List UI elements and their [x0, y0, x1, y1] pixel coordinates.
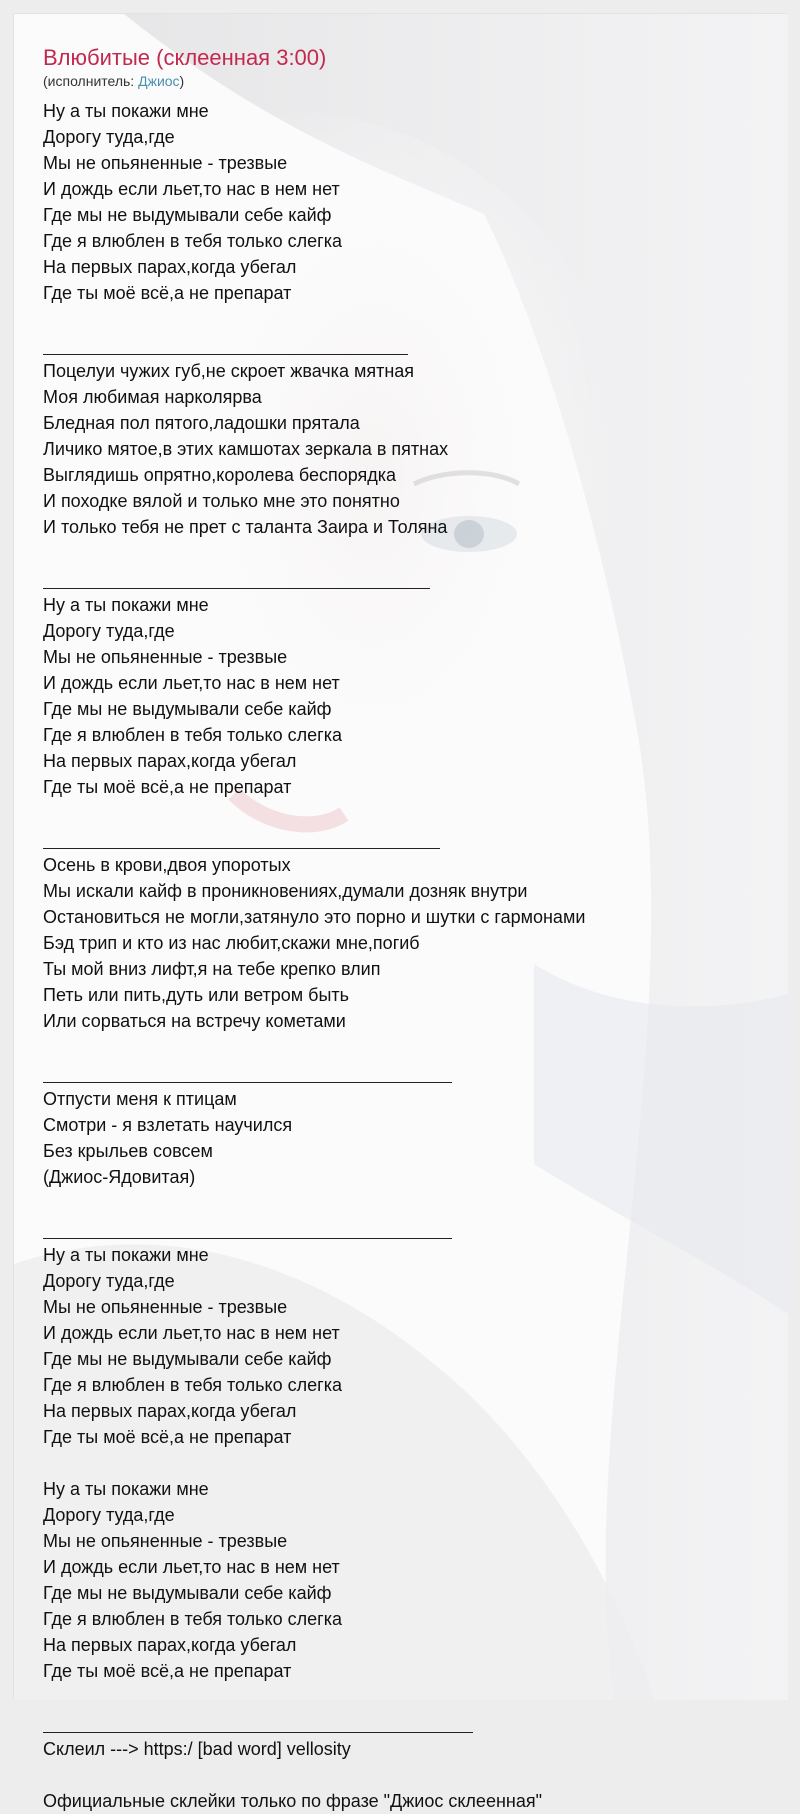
lyric-line: Дорогу туда,где: [43, 621, 175, 641]
lyric-line: Мы не опьяненные - трезвые: [43, 1297, 288, 1317]
blank-line: [43, 1034, 773, 1060]
lyric-line: Смотри - я взлетать научился: [43, 1115, 293, 1135]
performer-line: [43, 72, 773, 90]
lyric-line: И дождь если льет,то нас в нем нет: [43, 673, 340, 693]
lyric-line: Мы не опьяненные - трезвые: [43, 1531, 288, 1551]
lyric-line: Ты мой вниз лифт,я на тебе крепко влип: [43, 959, 381, 979]
lyric-line: Ну а ты покажи мне: [43, 1479, 209, 1499]
lyric-line: Мы не опьяненные - трезвые: [43, 153, 288, 173]
lyric-line: На первых парах,когда убегал: [43, 257, 297, 277]
performer-prefix: (исполнитель:: [43, 73, 139, 89]
lyric-line: Дорогу туда,где: [43, 127, 175, 147]
lyric-line: Где ты моё всё,а не препарат: [43, 1661, 292, 1681]
lyrics-page: [43, 44, 773, 1814]
lyric-line: Моя любимая нарколярва: [43, 387, 262, 407]
lyric-line: Где мы не выдумывали себе кайф: [43, 1583, 332, 1603]
lyric-line: Ну а ты покажи мне: [43, 101, 209, 121]
performer-suffix: ): [179, 73, 185, 89]
lyric-line: И только тебя не прет с таланта Заира и Толяна: [43, 517, 448, 537]
lyric-line: Где я влюблен в тебя только слегка: [43, 231, 342, 251]
lyric-line: Где ты моё всё,а не препарат: [43, 283, 292, 303]
lyric-line: Или сорваться на встречу кометами: [43, 1011, 346, 1031]
lyric-line: И дождь если льет,то нас в нем нет: [43, 179, 340, 199]
lyric-line: Ну а ты покажи мне: [43, 1245, 209, 1265]
lyric-line: Где мы не выдумывали себе кайф: [43, 205, 332, 225]
lyric-line: И дождь если льет,то нас в нем нет: [43, 1557, 340, 1577]
blank-line: [43, 306, 773, 332]
blank-line: [43, 800, 773, 826]
lyric-line: Отпусти меня к птицам: [43, 1089, 237, 1109]
blank-line: [43, 1762, 773, 1788]
lyric-line: Ну а ты покажи мне: [43, 595, 209, 615]
lyric-line: Мы искали кайф в проникновениях,думали дозняк внутри: [43, 881, 528, 901]
lyric-line: Бэд трип и кто из нас любит,скажи мне,погиб: [43, 933, 420, 953]
lyric-line: Дорогу туда,где: [43, 1505, 175, 1525]
blank-line: [43, 1684, 773, 1710]
separator-line: [43, 332, 773, 358]
lyric-line: Осень в крови,двоя упоротых: [43, 855, 291, 875]
song-title: Влюбитые (склеенная 3:00): [43, 45, 327, 70]
lyric-line: Где ты моё всё,а не препарат: [43, 1427, 292, 1447]
credit-line: Склеил ---> https:/ [bad word] vellosity: [43, 1739, 351, 1759]
lyric-line: Где мы не выдумывали себе кайф: [43, 1349, 332, 1369]
performer-link[interactable]: Джиос: [138, 73, 180, 89]
separator-line: [43, 826, 773, 852]
separator-line: [43, 1060, 773, 1086]
blank-line: [43, 1450, 773, 1476]
lyric-line: Где я влюблен в тебя только слегка: [43, 725, 342, 745]
lyric-line: На первых парах,когда убегал: [43, 1635, 297, 1655]
lyric-line: Где мы не выдумывали себе кайф: [43, 699, 332, 719]
lyric-line: Где я влюблен в тебя только слегка: [43, 1609, 342, 1629]
lyric-line: Личико мятое,в этих камшотах зеркала в пятнах: [43, 439, 449, 459]
lyric-line: На первых парах,когда убегал: [43, 751, 297, 771]
lyric-line: На первых парах,когда убегал: [43, 1401, 297, 1421]
blank-line: [43, 1190, 773, 1216]
lyrics-body: [43, 98, 773, 1814]
separator-line: [43, 566, 773, 592]
lyric-line: Где я влюблен в тебя только слегка: [43, 1375, 342, 1395]
page-frame: [13, 13, 787, 1811]
lyric-line: Мы не опьяненные - трезвые: [43, 647, 288, 667]
lyric-line: И походке вялой и только мне это понятно: [43, 491, 400, 511]
lyric-line: Выглядишь опрятно,королева беспорядка: [43, 465, 397, 485]
separator-line: [43, 1710, 773, 1736]
lyric-line: Петь или пить,дуть или ветром быть: [43, 985, 350, 1005]
lyric-line: И дождь если льет,то нас в нем нет: [43, 1323, 340, 1343]
lyric-line: Дорогу туда,где: [43, 1271, 175, 1291]
lyric-line: Поцелуи чужих губ,не скроет жвачка мятная: [43, 361, 415, 381]
blank-line: [43, 540, 773, 566]
lyric-line: Где ты моё всё,а не препарат: [43, 777, 292, 797]
lyric-line: Бледная пол пятого,ладошки прятала: [43, 413, 360, 433]
official-note: Официальные склейки только по фразе "Джиос склеенная": [43, 1791, 542, 1811]
separator-line: [43, 1216, 773, 1242]
lyric-line: Без крыльев совсем: [43, 1141, 213, 1161]
lyric-line: Остановиться не могли,затянуло это порно и шутки с гармонами: [43, 907, 586, 927]
lyric-line: (Джиос-Ядовитая): [43, 1167, 196, 1187]
